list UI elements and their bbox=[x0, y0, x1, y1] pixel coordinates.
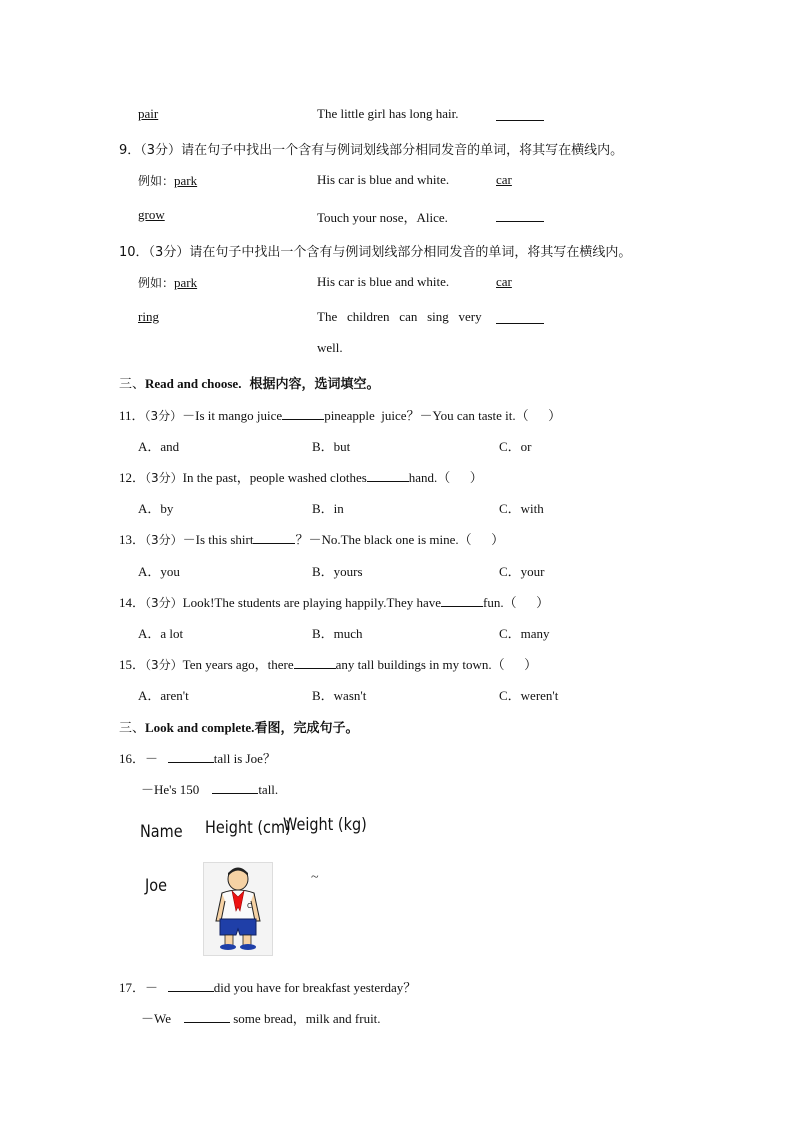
q12-text-after: hand.（ ） bbox=[408, 470, 483, 485]
q8-word: pair bbox=[138, 106, 159, 121]
q9-instruction: 请在句子中找出一个含有与例词划线部分相同发音的单词，将其写在横线内。 bbox=[181, 143, 624, 158]
q17-line1-after: did you have for breakfast yesterday？ bbox=[213, 980, 417, 995]
q10-number: 10． bbox=[119, 245, 149, 260]
q15-option-b[interactable]: B．wasn't bbox=[312, 688, 367, 703]
section3-title-en: Read and choose. bbox=[145, 376, 242, 391]
q16-number: 16． bbox=[119, 751, 146, 766]
q9-sentence: Touch your nose，Alice. bbox=[317, 210, 448, 225]
q11-option-b[interactable]: B．but bbox=[312, 439, 351, 454]
boy-illustration bbox=[204, 863, 272, 955]
question-13 bbox=[119, 529, 504, 548]
section-read-and-choose-title bbox=[119, 373, 379, 392]
question-14 bbox=[119, 592, 549, 611]
q11-option-a[interactable]: A．and bbox=[138, 439, 180, 454]
question-15 bbox=[119, 654, 537, 673]
q10-header bbox=[119, 241, 631, 260]
q13-blank[interactable] bbox=[253, 531, 295, 544]
q10-instruction: 请在句子中找出一个含有与例词划线部分相同发音的单词，将其写在横线内。 bbox=[189, 245, 632, 260]
question-11 bbox=[119, 405, 561, 424]
boy-photo-frame bbox=[203, 862, 273, 956]
q14-option-c[interactable]: C．many bbox=[499, 626, 550, 641]
table-header-weight: Weight (kg) bbox=[283, 815, 367, 835]
q15-text-after: any tall buildings in my town.（ ） bbox=[335, 657, 538, 672]
q12-blank[interactable] bbox=[367, 469, 409, 482]
section4-prefix: 三、 bbox=[119, 721, 146, 736]
q10-sentence-line2: well. bbox=[317, 340, 343, 355]
q9-word: grow bbox=[138, 207, 165, 222]
q9-number: 9． bbox=[119, 143, 141, 158]
q15-number: 15． bbox=[119, 657, 146, 672]
q10-example-label: 例如： bbox=[138, 276, 175, 290]
q12-option-c[interactable]: C．with bbox=[499, 501, 544, 516]
q13-option-a[interactable]: A．you bbox=[138, 564, 180, 579]
q15-option-a[interactable]: A．aren't bbox=[138, 688, 189, 703]
q17-blank-2[interactable] bbox=[184, 1010, 230, 1023]
q16-blank-1[interactable] bbox=[168, 750, 214, 763]
section3-prefix: 三、 bbox=[119, 377, 146, 392]
q9-header bbox=[119, 139, 623, 158]
question-17-line2 bbox=[141, 1008, 381, 1027]
table-header-name: Name bbox=[140, 822, 183, 842]
q11-blank[interactable] bbox=[282, 407, 324, 420]
q12-score: （3分） bbox=[145, 471, 183, 485]
table-row-name: Joe bbox=[145, 876, 167, 896]
q17-dash: － bbox=[145, 980, 159, 995]
svg-text:C: C bbox=[247, 902, 252, 910]
section-look-and-complete-title bbox=[119, 717, 358, 736]
q17-number: 17． bbox=[119, 980, 146, 995]
q11-score: （3分） bbox=[144, 409, 183, 423]
q15-score: （3分） bbox=[145, 658, 183, 672]
section4-title-en: Look and complete. bbox=[145, 720, 255, 735]
q12-text-before: In the past，people washed clothes bbox=[182, 470, 367, 485]
q16-dash: － bbox=[145, 751, 159, 766]
q9-example-answer: car bbox=[496, 172, 512, 187]
q14-option-b[interactable]: B．much bbox=[312, 626, 363, 641]
q14-text-after: fun.（ ） bbox=[483, 595, 550, 610]
question-17-line1 bbox=[119, 977, 416, 996]
q10-example-answer: car bbox=[496, 274, 512, 289]
q13-option-c[interactable]: C．your bbox=[499, 564, 545, 579]
table-weight-smudge: ~ bbox=[311, 870, 319, 885]
q9-example-label: 例如： bbox=[138, 174, 175, 188]
table-header-height: Height (cm) bbox=[205, 818, 291, 838]
question-16-line2 bbox=[141, 779, 278, 798]
q16-blank-2[interactable] bbox=[212, 781, 258, 794]
q9-answer-blank[interactable] bbox=[496, 209, 544, 222]
q13-number: 13． bbox=[119, 532, 146, 547]
q17-line2-after: some bread，milk and fruit. bbox=[233, 1011, 381, 1026]
question-12 bbox=[119, 467, 483, 486]
q10-example bbox=[138, 274, 197, 291]
q9-example bbox=[138, 172, 197, 189]
q16-line2-after: tall. bbox=[258, 782, 279, 797]
q14-score: （3分） bbox=[145, 596, 183, 610]
section3-title-cn: 根据内容，选词填空。 bbox=[249, 377, 380, 392]
q10-example-sentence: His car is blue and white. bbox=[317, 274, 450, 289]
q13-option-b[interactable]: B．yours bbox=[312, 564, 363, 579]
q13-text-before: －Is this shirt bbox=[182, 532, 254, 547]
q15-option-c[interactable]: C．weren't bbox=[499, 688, 559, 703]
q9-score: （3分） bbox=[140, 143, 182, 158]
q9-example-word: park bbox=[174, 173, 198, 188]
q14-number: 14． bbox=[119, 595, 146, 610]
q11-text-before: －Is it mango juice bbox=[182, 408, 283, 423]
q14-text-before: Look!The students are playing happily.They have bbox=[182, 595, 442, 610]
q16-line2-prefix: －He's 150 bbox=[141, 782, 200, 797]
q12-option-a[interactable]: A．by bbox=[138, 501, 174, 516]
q10-score: （3分） bbox=[148, 245, 190, 260]
q13-score: （3分） bbox=[145, 533, 183, 547]
q14-blank[interactable] bbox=[441, 594, 483, 607]
q17-blank-1[interactable] bbox=[168, 979, 214, 992]
q11-text-after: pineapple juice？－You can taste it.（ ） bbox=[324, 408, 562, 423]
q10-word: ring bbox=[138, 309, 159, 324]
q10-answer-blank[interactable] bbox=[496, 311, 544, 324]
q12-number: 12． bbox=[119, 470, 146, 485]
q13-text-after: ？－No.The black one is mine.（ ） bbox=[295, 532, 505, 547]
q11-number: 11． bbox=[119, 408, 145, 423]
q15-text-before: Ten years ago，there bbox=[182, 657, 294, 672]
q12-option-b[interactable]: B．in bbox=[312, 501, 344, 516]
q8-answer-blank[interactable] bbox=[496, 108, 544, 121]
q17-line2-prefix: －We bbox=[141, 1011, 171, 1026]
q10-example-word: park bbox=[174, 275, 198, 290]
q11-option-c[interactable]: C．or bbox=[499, 439, 532, 454]
q10-sentence-line1: The children can sing very bbox=[317, 309, 482, 324]
q15-blank[interactable] bbox=[294, 656, 336, 669]
q9-example-sentence: His car is blue and white. bbox=[317, 172, 450, 187]
q8-sentence: The little girl has long hair. bbox=[317, 106, 459, 121]
section4-title-cn: 看图，完成句子。 bbox=[254, 721, 359, 736]
q16-line1-after: tall is Joe？ bbox=[213, 751, 276, 766]
question-16-line1 bbox=[119, 748, 276, 767]
q14-option-a[interactable]: A．a lot bbox=[138, 626, 184, 641]
